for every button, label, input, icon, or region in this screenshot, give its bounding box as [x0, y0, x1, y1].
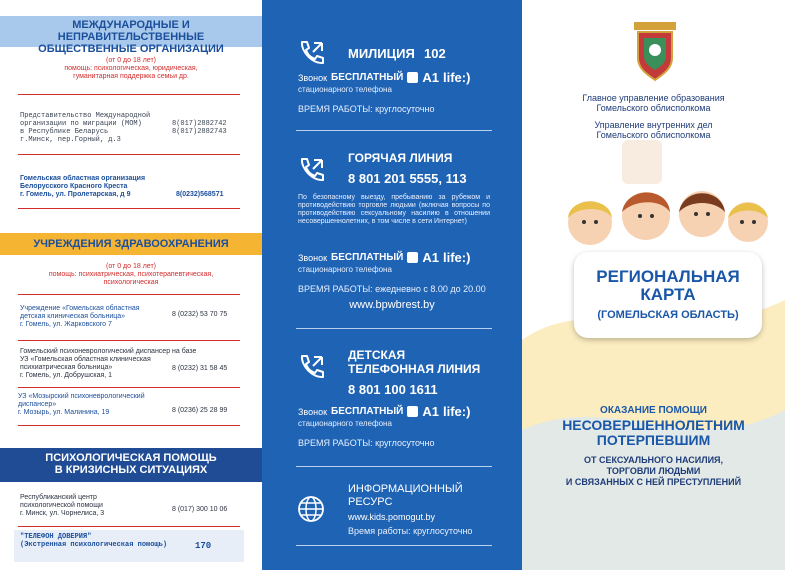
- iom-phone: 8(017)2882742 8(017)2882743: [172, 120, 227, 136]
- ngo-note: (от 0 до 18 лет) помощь: психологическая, юридическая, гуманитарная поддержка семьи др.: [64, 57, 198, 80]
- divider: [18, 294, 240, 295]
- divider: [18, 154, 240, 155]
- health-note: (от 0 до 18 лет) помощь: психиатрическая, психотерапевтическая, психологическая: [48, 263, 214, 286]
- divider: [18, 208, 240, 209]
- divider: [18, 94, 240, 95]
- child-line-number: 8 801 100 1611: [348, 382, 438, 397]
- hotline-title: ГОРЯЧАЯ ЛИНИЯ: [348, 151, 453, 165]
- trust-phone: 170: [195, 541, 212, 551]
- free-sub: стационарного телефона: [298, 265, 392, 274]
- separator: [296, 466, 492, 467]
- map-region: (ГОМЕЛЬСКАЯ ОБЛАСТЬ): [597, 309, 739, 321]
- globe-icon: [296, 494, 326, 524]
- children-illustration: [550, 178, 770, 258]
- right-panel: [522, 0, 785, 570]
- trust-name: "ТЕЛЕФОН ДОВЕРИЯ" (Экстренная психологическая помощь): [20, 533, 168, 549]
- free-label: Звонок: [298, 406, 328, 417]
- hotline-site-link[interactable]: www.bpwbrest.by: [349, 299, 435, 311]
- free-word: БЕСПЛАТНЫЙ: [331, 252, 404, 263]
- coat-of-arms-icon: [630, 20, 680, 82]
- divider: [18, 425, 240, 426]
- clinic2-phone: 8 (0232) 31 58 45: [172, 365, 228, 372]
- clinic3-phone: 8 (0236) 25 28 99: [172, 407, 228, 414]
- police-title: МИЛИЦИЯ: [348, 46, 415, 61]
- separator: [296, 328, 492, 329]
- redcross-phone: 8(0232)568571: [176, 191, 224, 198]
- mts-logo-icon: [407, 406, 418, 417]
- free-sub: стационарного телефона: [298, 419, 392, 428]
- help-scope: ОТ СЕКСУАЛЬНОГО НАСИЛИЯ, ТОРГОВЛИ ЛЮДЬМИ И СВЯЗАННЫХ С НЕЙ ПРЕСТУПЛЕНИЙ: [565, 455, 742, 487]
- phone-icon: [296, 352, 326, 382]
- free-sub: стационарного телефона: [298, 85, 392, 94]
- hotline-description: По безопасному выезду, пребыванию за рубежом и противодействию торговле людьми (включая вопросы по противодействию сексуальному насилию в отношении несовершеннолетних, в том числе в сети Интернет): [298, 194, 490, 225]
- police-number: 102: [424, 46, 446, 61]
- header-crisis: ПСИХОЛОГИЧЕСКАЯ ПОМОЩЬ В КРИЗИСНЫХ СИТУАЦИЯХ: [0, 448, 262, 482]
- internal-affairs-department: Управление внутренних дел Гомельского облисполкома: [594, 120, 713, 140]
- free-word: БЕСПЛАТНЫЙ: [331, 406, 404, 417]
- child-line-hours: ВРЕМЯ РАБОТЫ: круглосуточно: [298, 438, 435, 448]
- left-panel: [0, 0, 262, 570]
- clinic2-name: Гомельский психоневрологический диспансер на базе УЗ «Гомельская областная клиническая психиатрическая больница» г. Гомель, ул. Добрушская, 1: [20, 348, 197, 379]
- info-site-link[interactable]: www.kids.pomogut.by: [348, 512, 436, 522]
- separator: [296, 545, 492, 546]
- free-call-line: [298, 250, 470, 265]
- free-call-line: [298, 70, 470, 85]
- center-phone: 8 (017) 300 10 06: [172, 506, 228, 513]
- phone-icon: [296, 155, 326, 185]
- middle-panel: [262, 0, 522, 570]
- center-name: Республиканский центр психологической помощи г. Минск, ул. Чорнелиса, 3: [20, 494, 105, 517]
- header-ngo: МЕЖДУНАРОДНЫЕ И НЕПРАВИТЕЛЬСТВЕННЫЕ ОБЩЕСТВЕННЫЕ ОРГАНИЗАЦИИ: [0, 16, 262, 47]
- mts-logo-icon: [407, 252, 418, 263]
- life-logo: life:): [443, 404, 471, 419]
- separator: [296, 130, 492, 131]
- a1-logo: A1: [422, 70, 439, 85]
- life-logo: life:): [443, 250, 471, 265]
- life-logo: life:): [443, 70, 471, 85]
- clinic1-phone: 8 (0232) 53 70 75: [172, 311, 228, 318]
- child-line-title: ДЕТСКАЯ ТЕЛЕФОННАЯ ЛИНИЯ: [348, 348, 481, 376]
- clinic3-name: УЗ «Мозырский психоневрологический диспансер» г. Мозырь, ул. Малинина, 19: [18, 393, 145, 416]
- free-call-line: [298, 404, 470, 419]
- free-label: Звонок: [298, 252, 328, 263]
- help-heading: ОКАЗАНИЕ ПОМОЩИ: [600, 405, 707, 416]
- hotline-number: 8 801 201 5555, 113: [348, 171, 467, 186]
- divider: [18, 526, 240, 527]
- free-word: БЕСПЛАТНЫЙ: [331, 72, 404, 83]
- clinic1-name: Учреждение «Гомельская областная детская клиническая больница» г. Гомель, ул. Жарковского 7: [20, 305, 140, 328]
- info-hours: Время работы: круглосуточно: [348, 526, 473, 536]
- hotline-hours: ВРЕМЯ РАБОТЫ: ежедневно с 8.00 до 20.00: [298, 284, 486, 294]
- free-label: Звонок: [298, 72, 328, 83]
- education-department: Главное управление образования Гомельского облисполкома: [582, 93, 725, 113]
- divider: [18, 340, 240, 341]
- mts-logo-icon: [407, 72, 418, 83]
- map-title: РЕГИОНАЛЬНАЯ КАРТА: [596, 267, 740, 304]
- info-title: ИНФОРМАЦИОННЫЙ РЕСУРС: [348, 483, 463, 508]
- header-health: УЧРЕЖДЕНИЯ ЗДРАВООХРАНЕНИЯ: [0, 233, 262, 255]
- help-target: НЕСОВЕРШЕННОЛЕТНИМ ПОТЕРПЕВШИМ: [562, 417, 745, 448]
- divider: [18, 387, 240, 388]
- redcross-name: Гомельская областная организация Белорусского Красного Креста г. Гомель, ул. Пролетарская, д 9: [20, 175, 146, 198]
- iom-name: Представительство Международной организации по миграции (МОМ) в Республике Беларусь г.Минск, пер.Горный, д.3: [20, 112, 151, 144]
- a1-logo: A1: [422, 404, 439, 419]
- phone-icon: [296, 38, 326, 68]
- police-hours: ВРЕМЯ РАБОТЫ: круглосуточно: [298, 104, 435, 114]
- a1-logo: A1: [422, 250, 439, 265]
